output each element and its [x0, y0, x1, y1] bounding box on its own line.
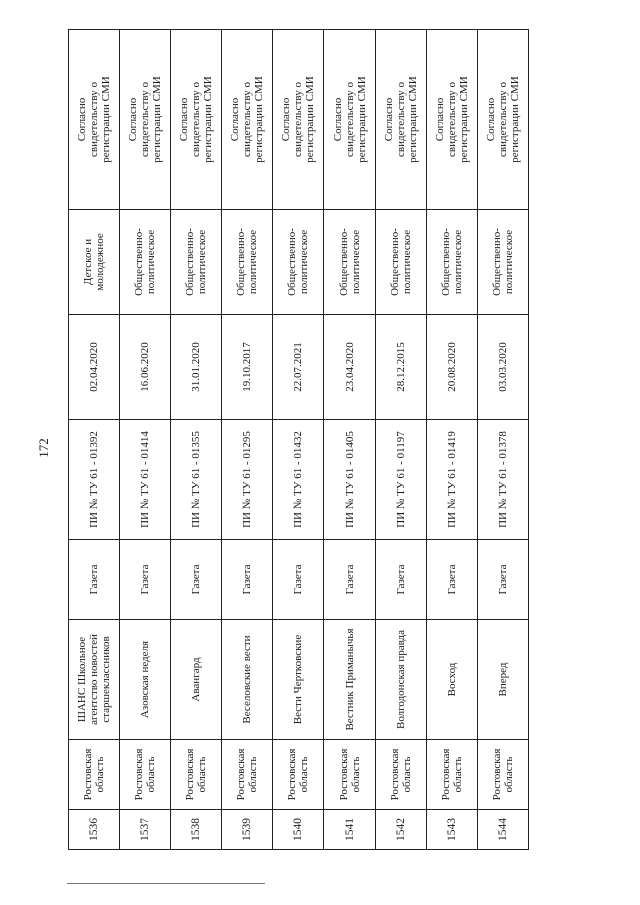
cell-type: Газета [324, 540, 375, 620]
cell-area: Согласно свидетельству о регистрации СМИ [273, 30, 324, 210]
cell-topic: Общественно- политическое [477, 210, 528, 315]
cell-region: Ростовская область [477, 740, 528, 810]
cell-date: 03.03.2020 [477, 315, 528, 420]
media-registry-table [68, 29, 529, 850]
table-row [324, 30, 375, 850]
cell-reg-number: ПИ № ТУ 61 - 01414 [120, 420, 171, 540]
cell-date: 31.01.2020 [171, 315, 222, 420]
cell-type: Газета [375, 540, 426, 620]
cell-reg-number: ПИ № ТУ 61 - 01419 [426, 420, 477, 540]
cell-date: 16.06.2020 [120, 315, 171, 420]
cell-region: Ростовская область [426, 740, 477, 810]
cell-type: Газета [426, 540, 477, 620]
cell-num: 1543 [426, 810, 477, 850]
cell-topic: Детское и молодежное [69, 210, 120, 315]
table-row [375, 30, 426, 850]
cell-area: Согласно свидетельству о регистрации СМИ [324, 30, 375, 210]
cell-reg-number: ПИ № ТУ 61 - 01295 [222, 420, 273, 540]
cell-num: 1538 [171, 810, 222, 850]
cell-topic: Общественно- политическое [222, 210, 273, 315]
rotated-table-container [68, 30, 528, 850]
cell-type: Газета [222, 540, 273, 620]
cell-num: 1539 [222, 810, 273, 850]
cell-date: 23.04.2020 [324, 315, 375, 420]
cell-topic: Общественно- политическое [375, 210, 426, 315]
table-row [171, 30, 222, 850]
cell-region: Ростовская область [375, 740, 426, 810]
cell-area: Согласно свидетельству о регистрации СМИ [171, 30, 222, 210]
cell-date: 02.04.2020 [69, 315, 120, 420]
cell-region: Ростовская область [324, 740, 375, 810]
cell-reg-number: ПИ № ТУ 61 - 01378 [477, 420, 528, 540]
cell-name: Веселовские вести [222, 620, 273, 740]
cell-num: 1544 [477, 810, 528, 850]
cell-reg-number: ПИ № ТУ 61 - 01432 [273, 420, 324, 540]
cell-region: Ростовская область [171, 740, 222, 810]
cell-region: Ростовская область [273, 740, 324, 810]
cell-name: Вести Чертковские [273, 620, 324, 740]
cell-name: ШАНС Школьное агентство новостей старшеклассников [69, 620, 120, 740]
cell-num: 1542 [375, 810, 426, 850]
cell-reg-number: ПИ № ТУ 61 - 01355 [171, 420, 222, 540]
cell-type: Газета [69, 540, 120, 620]
cell-name: Вперед [477, 620, 528, 740]
cell-name: Авангард [171, 620, 222, 740]
cell-area: Согласно свидетельству о регистрации СМИ [69, 30, 120, 210]
cell-area: Согласно свидетельству о регистрации СМИ [222, 30, 273, 210]
cell-region: Ростовская область [69, 740, 120, 810]
cell-date: 19.10.2017 [222, 315, 273, 420]
cell-area: Согласно свидетельству о регистрации СМИ [426, 30, 477, 210]
page-number: 172 [35, 438, 51, 458]
cell-type: Газета [273, 540, 324, 620]
cell-region: Ростовская область [120, 740, 171, 810]
cell-date: 22.07.2021 [273, 315, 324, 420]
cell-name: Вестник Приманычья [324, 620, 375, 740]
cell-num: 1541 [324, 810, 375, 850]
cell-reg-number: ПИ № ТУ 61 - 01392 [69, 420, 120, 540]
cell-num: 1540 [273, 810, 324, 850]
cell-topic: Общественно- политическое [324, 210, 375, 315]
cell-name: Волгодонская правда [375, 620, 426, 740]
cell-topic: Общественно- политическое [120, 210, 171, 315]
cell-date: 28.12.2015 [375, 315, 426, 420]
cell-area: Согласно свидетельству о регистрации СМИ [477, 30, 528, 210]
table-row [477, 30, 528, 850]
cell-num: 1537 [120, 810, 171, 850]
cell-reg-number: ПИ № ТУ 61 - 01197 [375, 420, 426, 540]
cell-region: Ростовская область [222, 740, 273, 810]
table-row [273, 30, 324, 850]
cell-name: Азовская неделя [120, 620, 171, 740]
table-row [69, 30, 120, 850]
cell-type: Газета [120, 540, 171, 620]
table-row [120, 30, 171, 850]
cell-num: 1536 [69, 810, 120, 850]
table-row [426, 30, 477, 850]
table-row [222, 30, 273, 850]
cell-topic: Общественно- политическое [273, 210, 324, 315]
cell-topic: Общественно- политическое [171, 210, 222, 315]
cell-area: Согласно свидетельству о регистрации СМИ [120, 30, 171, 210]
cell-area: Согласно свидетельству о регистрации СМИ [375, 30, 426, 210]
cell-date: 20.08.2020 [426, 315, 477, 420]
cell-type: Газета [171, 540, 222, 620]
cell-type: Газета [477, 540, 528, 620]
cell-topic: Общественно- политическое [426, 210, 477, 315]
cell-name: Восход [426, 620, 477, 740]
cell-reg-number: ПИ № ТУ 61 - 01405 [324, 420, 375, 540]
footer-divider [67, 883, 265, 884]
